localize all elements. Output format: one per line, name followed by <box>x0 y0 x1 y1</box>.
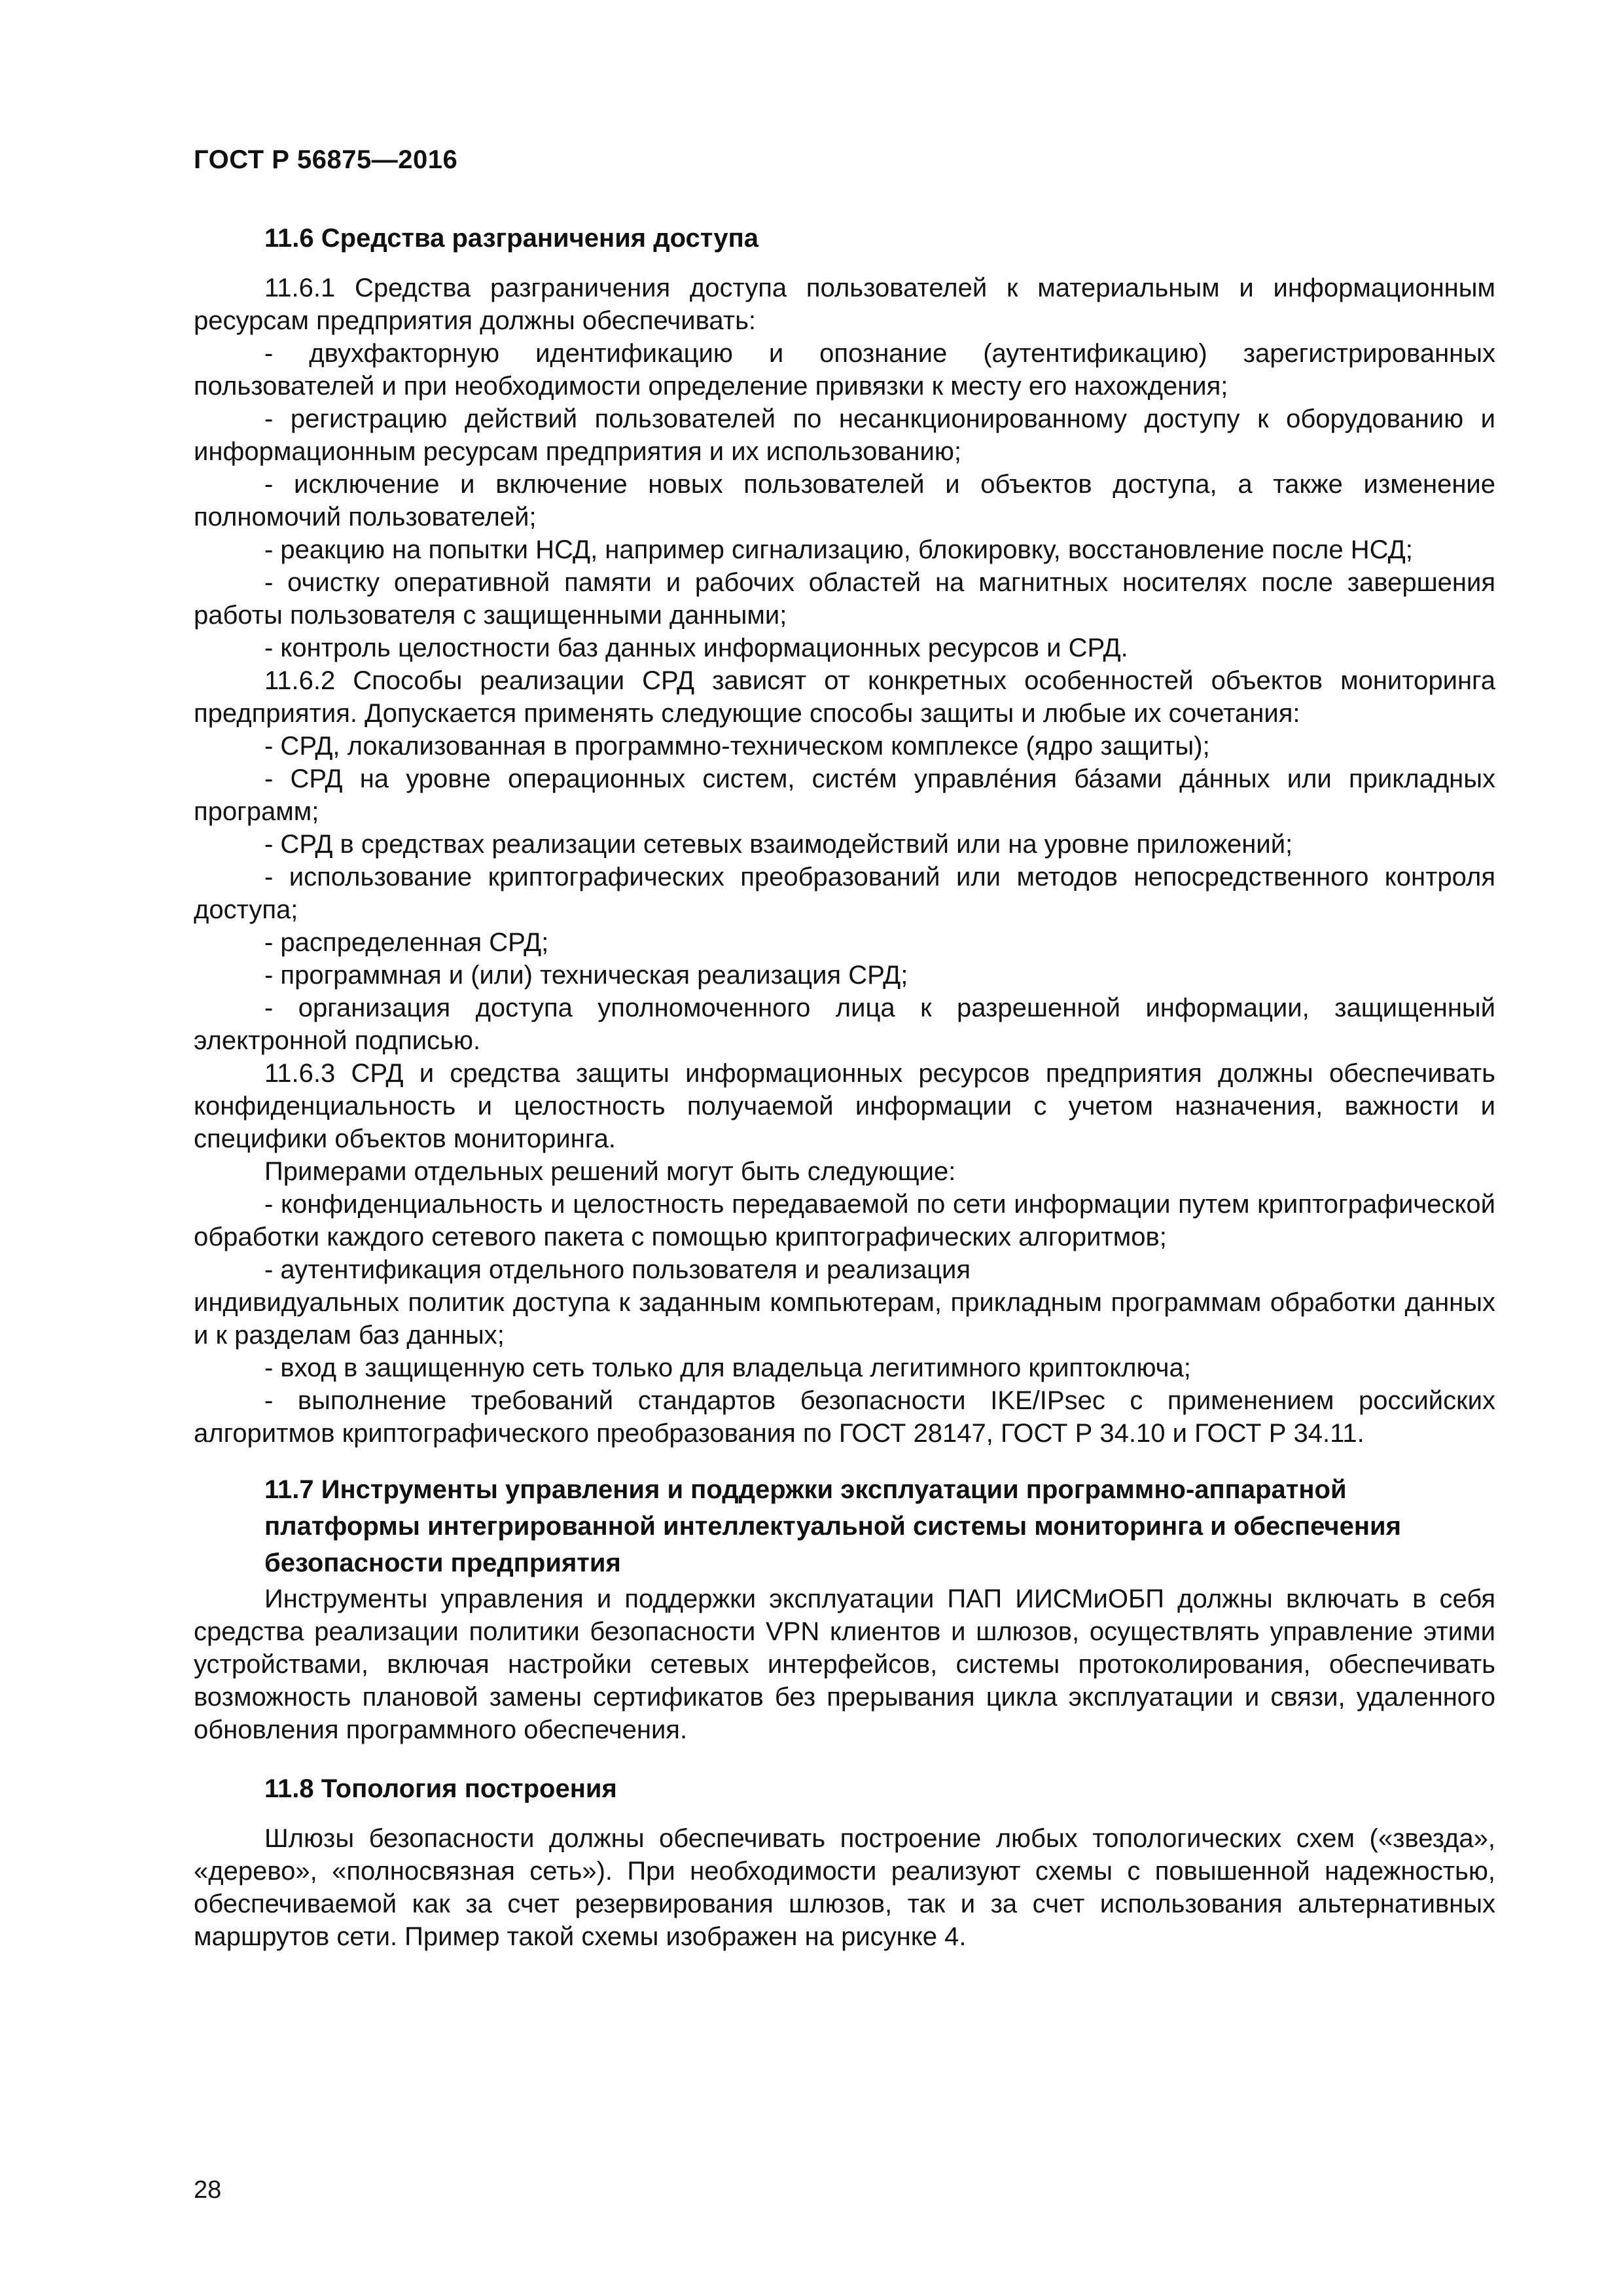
paragraph: индивидуальных политик доступа к заданным компьютерам, прикладным программам обработки данных и к разделам баз данных; <box>194 1288 1495 1350</box>
document-header: ГОСТ Р 56875—2016 <box>194 145 458 174</box>
paragraph: Шлюзы безопасности должны обеспечивать построение любых топологических схем («звезда», «дерево», «полносвязная сеть»). При необходимости реализуют схемы с повышенной надежностью, обеспечиваемой как за счет резервирования шлюзов, так и за счет использования альтернативных маршрутов сети. Пример такой схемы изображен на рисунке 4. <box>194 1824 1495 1951</box>
section-body-11-6 <box>194 272 1495 1450</box>
list-item: - исключение и включение новых пользователей и объектов доступа, а также изменение полномочий пользователей; <box>194 470 1495 531</box>
list-item: - двухфакторную идентификацию и опознание (аутентификацию) зарегистрированных пользователей и при необходимости определение привязки к месту его нахождения; <box>194 339 1495 401</box>
section-heading-11-7: 11.7 Инструменты управления и поддержки эксплуатации программно-аппаратной платформы интегрированной интеллектуальной системы мониторинга и обеспечения безопасности предприятия <box>264 1475 1401 1577</box>
paragraph: 11.6.1 Средства разграничения доступа пользователей к материальным и информационным ресурсам предприятия должны обеспечивать: <box>194 274 1495 335</box>
list-item: - программная и (или) техническая реализация СРД; <box>264 961 908 990</box>
list-item: - СРД на уровне операционных систем, систе́м управле́ния ба́зами да́нных или прикладных программ; <box>194 764 1495 826</box>
paragraph: 11.6.3 СРД и средства защиты информационных ресурсов предприятия должны обеспечивать конфиденциальность и целостность получаемой информации с учетом назначения, важности и специфики объектов мониторинга. <box>194 1059 1495 1153</box>
section-heading-11-6: 11.6 Средства разграничения доступа <box>264 224 759 253</box>
section-heading-11-8: 11.8 Топология построения <box>264 1774 617 1803</box>
paragraph: Примерами отдельных решений могут быть следующие: <box>264 1157 956 1186</box>
list-item: - аутентификация отдельного пользователя и реализация <box>264 1255 971 1284</box>
list-item: - конфиденциальность и целостность передаваемой по сети информации путем криптографической обработки каждого сетевого пакета с помощью криптографических алгоритмов; <box>194 1190 1495 1251</box>
list-item: - вход в защищенную сеть только для владельца легитимного криптоключа; <box>264 1354 1191 1382</box>
list-item: - СРД в средствах реализации сетевых взаимодействий или на уровне приложений; <box>264 830 1293 859</box>
list-item: - регистрацию действий пользователей по несанкционированному доступу к оборудованию и информационным ресурсам предприятия и их использованию; <box>194 404 1495 466</box>
paragraph: Инструменты управления и поддержки эксплуатации ПАП ИИСМиОБП должны включать в себя средства реализации политики безопасности VPN клиентов и шлюзов, осуществлять управление этими устройствами, включая настройки сетевых интерфейсов, системы протоколирования, обеспечивать возможность плановой замены сертификатов без прерывания цикла эксплуатации и связи, удаленного обновления программного обеспечения. <box>194 1585 1495 1744</box>
list-item: - выполнение требований стандартов безопасности IKE/IPsec с применением российских алгоритмов криптографического преобразования по ГОСТ 28147, ГОСТ Р 34.10 и ГОСТ Р 34.11. <box>194 1386 1495 1448</box>
list-item: - очистку оперативной памяти и рабочих областей на магнитных носителях после завершения работы пользователя с защищенными данными; <box>194 568 1495 630</box>
list-item: - контроль целостности баз данных информационных ресурсов и СРД. <box>264 634 1128 662</box>
paragraph: 11.6.2 Способы реализации СРД зависят от конкретных особенностей объектов мониторинга предприятия. Допускается применять следующие способы защиты и любые их сочетания: <box>194 666 1495 728</box>
section-body-11-8 <box>194 1822 1495 1953</box>
page-number: 28 <box>194 2176 222 2204</box>
section-body-11-7 <box>194 1583 1495 1746</box>
list-item: - СРД, локализованная в программно-техническом комплексе (ядро защиты); <box>264 732 1210 761</box>
list-item: - использование криптографических преобразований или методов непосредственного контроля доступа; <box>194 863 1495 924</box>
list-item: - распределенная СРД; <box>264 928 549 957</box>
list-item: - реакцию на попытки НСД, например сигнализацию, блокировку, восстановление после НСД; <box>264 535 1413 564</box>
list-item: - организация доступа уполномоченного лица к разрешенной информации, защищенный электронной подписью. <box>194 994 1495 1055</box>
